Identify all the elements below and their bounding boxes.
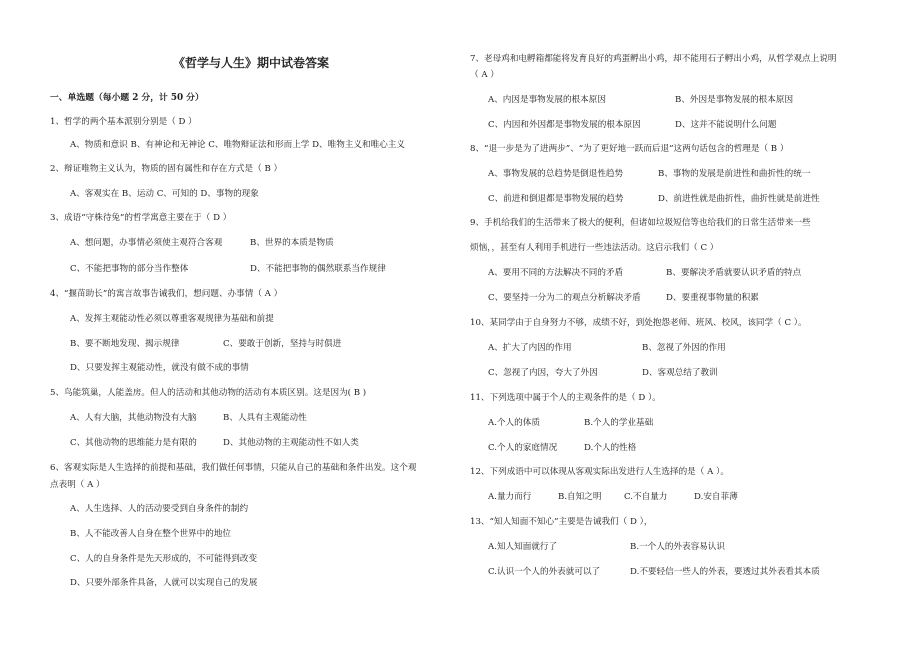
q9-option-b: B、要解决矛盾就要认识矛盾的特点 [666,268,802,278]
q3-option-c: C、不能把事物的部分当作整体 [70,264,189,274]
q13-stem: 13、“知人知面不知心”主要是告诫我们（ D ）， [470,517,653,527]
q12-option-b: B.自知之明 [558,492,602,502]
section-heading: 一、单选题（每小题 2 分，计 50 分） [50,93,204,103]
q7-option-a: A、内因是事物发展的根本原因 [488,95,606,105]
q3-option-b: B、世界的本质是物质 [250,238,334,248]
q2-stem: 2、辩证唯物主义认为，物质的固有属性和存在方式是（ B ） [50,164,283,174]
q11-stem: 11、下列选项中属于个人的主观条件的是（ D ）。 [470,393,661,403]
q6-option-b: B、人不能改善人自身在整个世界中的地位 [70,529,232,539]
q4-option-c: C、要敢于创新，坚持与时俱进 [223,339,342,349]
q5-option-d: D、其他动物的主观能动性不如人类 [223,438,359,448]
q10-option-a: A、扩大了内因的作用 [488,343,572,353]
q9-stem: 9、手机给我们的生活带来了极大的便利，但诸如垃圾短信等也给我们的日常生活带来一些 [470,218,811,228]
q8-option-c: C、前进和倒退都是事物发展的趋势 [488,194,624,204]
q4-option-b: B、要不断地发现、揭示规律 [70,339,180,349]
q9-option-d: D、要重视事物量的积累 [666,293,759,303]
q9-option-a: A、要用不同的方法解决不同的矛盾 [488,268,624,278]
q12-option-d: D.安自菲薄 [694,492,738,502]
q10-option-c: C、忽视了内因，夸大了外因 [488,368,598,378]
q2-options: A、客观实在 B、运动 C、可知的 D、事物的现象 [70,189,259,199]
q8-stem: 8、“退一步是为了进两步”、“为了更好地一跃而后退”这两句话包含的哲理是（ B ） [470,144,789,154]
q1-stem: 1、哲学的两个基本派别分别是（ D ） [50,117,197,127]
q7-option-b: B、外因是事物发展的根本原因 [675,95,794,105]
q13-option-b: B.一个人的外表容易认识 [630,542,725,552]
q8-option-d: D、前进性就是曲折性，曲折性就是前进性 [658,194,820,204]
q6-option-c: C、人的自身条件是先天形成的，不可能得到改变 [70,554,258,564]
q11-option-b: B.个人的学业基础 [584,418,654,428]
q7-option-d: D、这并不能说明什么问题 [675,120,777,130]
q5-option-c: C、其他动物的思维能力是有限的 [70,438,197,448]
q5-option-b: B、人具有主观能动性 [223,413,307,423]
q13-option-d: D.不要轻信一些人的外表，要透过其外表看其本质 [630,567,820,577]
q1-options: A、物质和意识 B、有神论和无神论 C、唯物辩证法和形而上学 D、唯物主义和唯心主义 [70,140,405,150]
q6-stem: 6、客观实际是人生选择的前提和基础，我们做任何事情，只能从自己的基础和条件出发。这个观 [50,463,417,473]
q10-option-b: B、忽视了外因的作用 [642,343,726,353]
q12-stem: 12、下列成语中可以体现从客观实际出发进行人生选择的是（ A ）。 [470,467,729,477]
q11-option-c: C.个人的家庭情况 [488,443,558,453]
q3-stem: 3、成语“守株待兔”的哲学寓意主要在于（ D ） [50,213,232,223]
q11-option-a: A.个人的体质 [488,418,540,428]
q3-option-d: D、不能把事物的偶然联系当作规律 [250,264,386,274]
q7-stem-cont: （ A ） [470,70,499,80]
q12-option-c: C.不自量力 [624,492,668,502]
q6-stem-cont: 点表明（ A ） [50,480,105,490]
q10-option-d: D、客观总结了教训 [642,368,718,378]
q4-option-a: A、发挥主观能动性必须以尊重客观规律为基础和前提 [70,314,274,324]
q6-option-d: D、只要外部条件具备，人就可以实现自己的发展 [70,578,258,588]
q3-option-a: A、想问题，办事情必须使主观符合客观 [70,238,223,248]
page-title: 《哲学与人生》期中试卷答案 [173,56,330,70]
q7-option-c: C、内因和外因都是事物发展的根本原因 [488,120,641,130]
q9-stem-cont: 烦恼，，甚至有人利用手机进行一些违法活动。这启示我们（ C ） [470,243,719,253]
q13-option-c: C.认识一个人的外表就可以了 [488,567,601,577]
q12-option-a: A.量力而行 [488,492,532,502]
q5-option-a: A、人有大脑，其他动物没有大脑 [70,413,197,423]
q10-stem: 10、某同学由于自身努力不够，成绩不好，到处抱怨老师、班风、校风，该同学（ C ）。 [470,318,807,328]
q5-stem: 5、鸟能筑巢，人能盖房。但人的活动和其他动物的活动有本质区别。这是因为( B ) [50,388,367,398]
q4-option-d: D、只要发挥主观能动性，就没有做不成的事情 [70,363,249,373]
q8-option-a: A、事物发展的总趋势是倒退性趋势 [488,169,624,179]
q13-option-a: A.知人知面就行了 [488,542,558,552]
q9-option-c: C、要坚持一分为二的观点分析解决矛盾 [488,293,641,303]
q6-option-a: A、人生选择、人的活动要受到自身条件的制约 [70,504,249,514]
q4-stem: 4、“揠苗助长”的寓言故事告诫我们，想问题、办事情（ A ） [50,289,283,299]
q7-stem: 7、老母鸡和电孵箱都能将发育良好的鸡蛋孵出小鸡，却不能用石子孵出小鸡，从哲学观点上说明 [470,54,837,64]
q8-option-b: B、事物的发展是前进性和曲折性的统一 [658,169,811,179]
q11-option-d: D.个人的性格 [584,443,637,453]
